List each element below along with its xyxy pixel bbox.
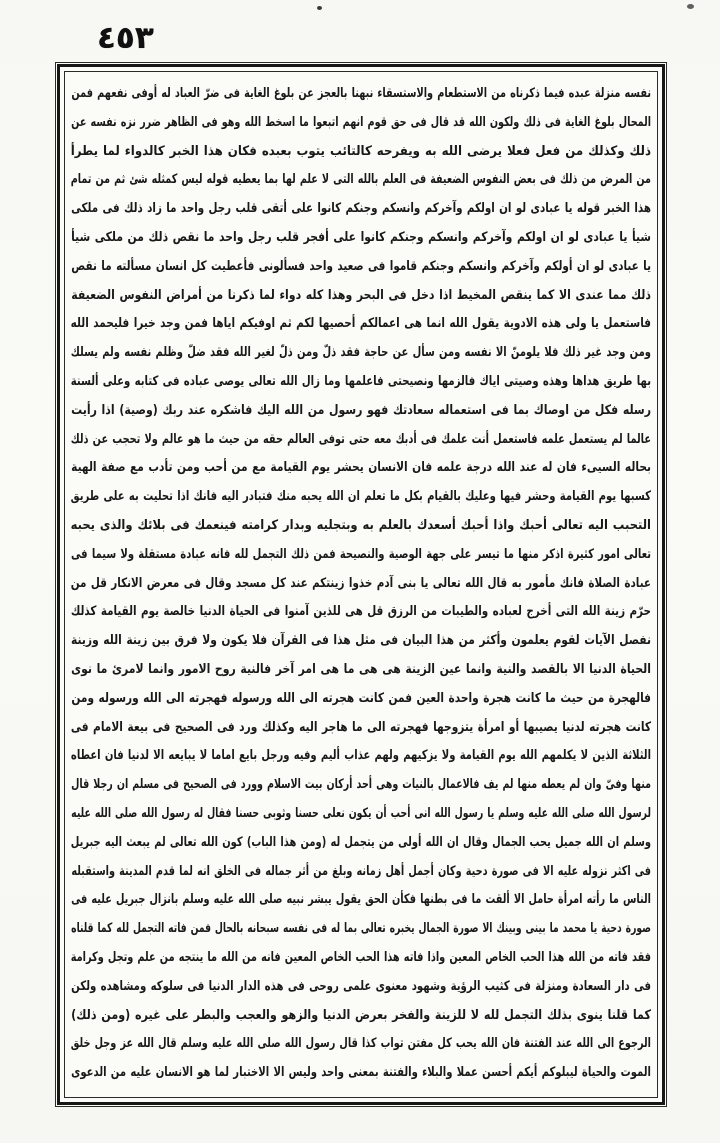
text-line: الحياة الدنيا الا بالقصد والنية وانما عين الزينة هى هى ما هى امر آخر فالنية روح الامور وانما لامرئ ما نوى: [71, 661, 651, 677]
page-number: ٤٥٣: [97, 20, 154, 56]
text-line: بحاله السيىء فان له عند الله درجة علمه فان الانسان يحشر يوم القيامة مع من أحب ومن تأدب مع صفة الهية: [71, 460, 651, 476]
text-line: ذلك مما عندى الا كما ينقص المخيط اذا دخل فى البحر وهذا كله دواء لما ذكرنا من أمراض النفوس الضعيفة: [71, 287, 652, 303]
text-line: يا عبادى لو ان أولكم وآخركم وانسكم وجنكم قاموا فى صعيد واحد فسألونى فأعطيت كل انسان مسألته ما نقص: [71, 258, 651, 274]
page-frame-thick-rule: [57, 64, 665, 1105]
text-line: عالما لم يستعمل علمه فاستعمل أنت علمك فى أدبك معه حتى توفى العالم حقه من حيث ما هو عالم ولا تحجب عن ذلك: [70, 431, 652, 447]
text-line: كسبها يوم القيامة وحشر فيها وعليك بالقيام بكل ما تعلم ان الله يحبه منك فتبادر اليه فانك اذا تحليت به على طريق: [70, 489, 651, 505]
text-line: من المرض من ذلك فى بعض النفوس الضعيفة فى العلم بالله التى لا علم لها بما يعطيه قوله ليس كمثله شئ ثم من تمام: [70, 172, 651, 188]
text-line: ذلك وكذلك من فعل فعلا يرضى الله به ويفرحه كالتائب يتوب بعبده فكان هذا الخبر كالدواء لما يطرأ: [70, 143, 651, 159]
text-line: الرجوع الى الله عند الفتنة فان الله يحب كل مفتن تواب كذا قال رسول الله صلى الله عليه وسلم قال الله عز وجل خلق: [70, 1036, 651, 1052]
body-text-block: [65, 72, 657, 1097]
page-frame-outer-rule: [55, 62, 667, 1107]
text-line: كما قلنا ينوى بذلك التجمل لله لا للزينة والفخر بعرض الدنيا والزهو والعجب والبطر على غيره (ومن ذلك): [71, 1007, 652, 1023]
text-line: وسلم ان الله جميل يحب الجمال وقال ان الله أولى من يتجمل له (ومن هذا الباب) كون الله تعالى لم يبعث اليه جبريل: [70, 834, 652, 850]
scan-speck: [687, 4, 694, 9]
text-line: حرّم زينة الله التى أخرج لعباده والطيبات من الرزق قل هى للذين آمنوا فى الحياة الدنيا خالصة يوم القيامة كذلك: [70, 604, 652, 620]
text-line: فقد فاته من الله هذا الحب الخاص المعين واذا فاته هذا الحب الخاص المعين فانه من الله ما ينتجه من علم وتجل وكرامة: [70, 949, 651, 965]
text-line: عبادة الصلاة فانك مأمور به قال الله تعالى يا بنى آدم خذوا زينتكم عند كل مسجد وقال فى معرض الانكار قل من: [70, 575, 652, 591]
text-line: شيأ يا عبادى لو ان اولكم وآخركم وانسكم وجنكم كانوا على أفجر قلب رجل واحد ما نقص ذلك من ملكى شيأ: [71, 229, 651, 245]
text-line: فى اكثر نزوله عليه الا فى صورة دحية وكان أجمل أهل زمانه وبلغ من أثر جماله فى الخلق انه لما قدم المدينة واستقبله: [71, 863, 651, 879]
text-line: فى دار السعادة ومنزلة فى كثيب الرؤية وشهود معنوى علمى روحى فى هذه الدار الدنيا فى سلوكه ومشاهده ولكن: [71, 978, 652, 994]
text-line: ومن وجد غير ذلك فلا يلومنّ الا نفسه ومن سأل عن حاجة فقد ذلّ ومن ذلّ لغير الله فقد ضلّ وظلم نفسه ولم يسلك: [70, 345, 652, 361]
text-line: كانت هجرته لدنيا يصيبها أو امرأة يتزوجها فهجرته الى ما هاجر اليه وكذلك ورد فى الصحيح فى بيعة الامام فى: [70, 719, 652, 735]
text-line: الناس ما رأته امرأة حامل الا ألقت ما فى بطنها فكأن الحق يقول يبشر نبيه صلى الله عليه وسلم بانزال جبريل عليه فى: [71, 892, 651, 908]
text-line: فالهجرة من حيث ما كانت هجرة واحدة العين فمن كانت هجرته الى الله ورسوله فهجرته الى الله ورسوله ومن: [71, 690, 652, 706]
text-line: نفصل الآيات لقوم يعلمون وأكثر من هذا البيان فى مثل هذا فى القرآن فلا يكون ولا فرق بين زينة الله وزينة: [71, 633, 652, 649]
text-line: رسله فكل من اوصاك بما فى استعماله سعادتك فهو رسول من الله اليك فاشكره عند ربك (وصية) اذا رأيت: [71, 402, 651, 418]
text-line: المحال بلوغ الغاية فى ذلك ولكون الله قد قال فى حق قوم انهم اتبعوا ما اسخط الله وهو فى الظاهر ضرر نزه نفسه عن: [71, 114, 651, 130]
text-line: منها وفىّ وان لم يعطه منها لم يف فالاعمال بالنيات وهى أحد أركان بيت الاسلام وورد فى الصحيح فى مسلم ان رجلا قال: [71, 777, 651, 793]
scan-speck: [317, 6, 322, 10]
text-line: صورة دحية يا محمد ما بينى وبينك الا صورة الجمال يخبره تعالى بما له فى نفسه سبحانه بالحال فمن فاته التجمل لله كما قلناه: [71, 921, 652, 937]
text-line: تعالى امور كثيرة اذكر منها ما تيسر على جهة الوصية والنصيحة فمن ذلك التجمل لله فانه عبادة مستقلة ولا سيما فى: [70, 546, 651, 562]
text-line: فاستعمل يا ولى هذه الادوية يقول الله انما هى اعمالكم أحصيها لكم ثم اوفيكم اياها فمن وجد خيرا فليحمد الله: [70, 316, 651, 332]
text-line: الثلاثة الذين لا يكلمهم الله يوم القيامة ولا يزكيهم ولهم عذاب أليم وفيه ورجل بايع اماما لا يبايعه الا لدنيا فان اعطاه: [70, 748, 652, 764]
page-frame-inner-rule: [64, 71, 658, 1098]
text-line: التحبب اليه تعالى أحبك واذا أحبك أسعدك بالعلم به وبتجليه وبدار كرامته فينعمك فى بلائك والذى يحبه: [70, 517, 651, 533]
text-line: هذا الخبر قوله يا عبادى لو ان اولكم وآخركم وانسكم وجنكم كانوا على أتقى قلب رجل واحد ما زاد ذلك فى ملكى: [71, 201, 652, 217]
text-line: بها طريق هداها وهذه وصيتى اياك فالزمها ونصيحتى فاعلمها وما زال الله تعالى يوصى عباده فى كتابه وعلى ألسنة: [70, 373, 652, 389]
text-line: نفسه منزلة عبده فيما ذكرناه من الاستطعام والاستسقاء نبهنا بالعجز عن بلوغ الغاية فى ضرّ العباد له أوفى نفعهم فمن: [71, 86, 652, 101]
text-line: لرسول الله صلى الله عليه وسلم يا رسول الله انى أحب أن يكون نعلى حسنا وثوبى حسنا فقال له رسول الله صلى الله عليه: [71, 805, 651, 821]
text-line: الموت والحياة ليبلوكم أيكم أحسن عملا والبلاء والفتنة بمعنى واحد وليس الا الاختبار لما هو الانسان عليه من الدعوى: [71, 1065, 652, 1081]
